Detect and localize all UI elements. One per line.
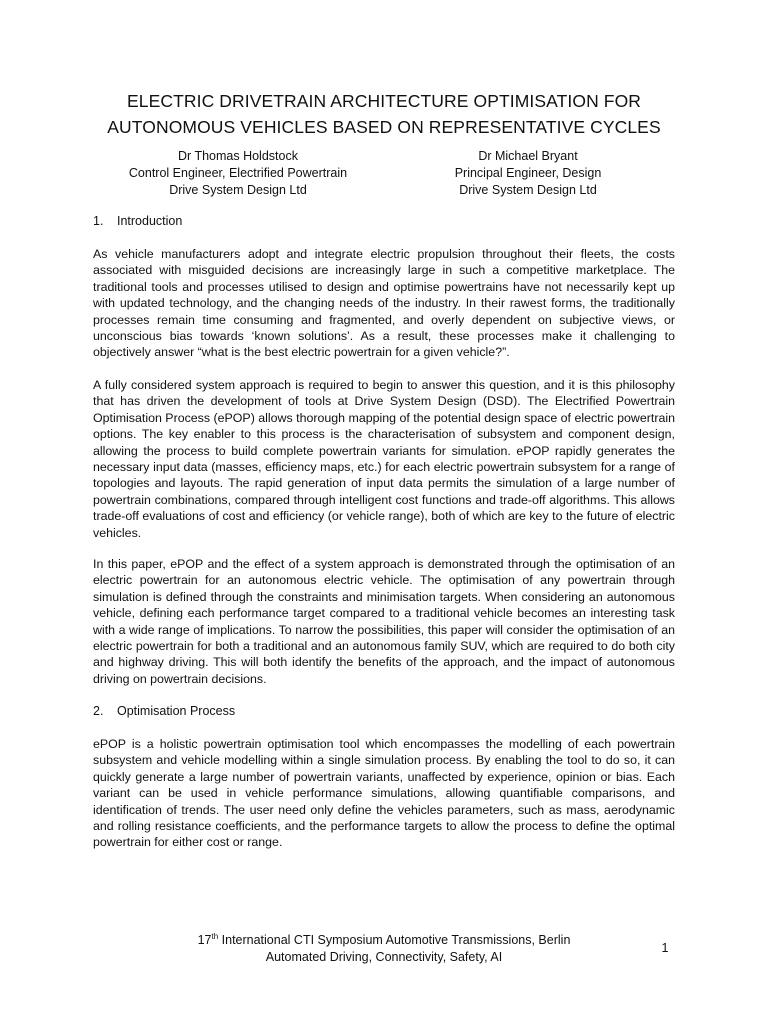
paragraph: ePOP is a holistic powertrain optimisation tool which encompasses the modelling of each powertrain subsystem and vehicle modelling within a single simulation process. By enabling the tool to do so, it can quickly generate a large number of powertrain variants, unaffected by experience, opinion or bias. Each variant can be used in vehicle performance simulations, allowing quantifiable comparisons, and identification of trends. The user need only define the vehicles parameters, such as mass, aerodynamic and rolling resistance coefficients, and the performance targets to allow the process to define the optimal powertrain for either cost or range. [93,737,675,850]
author-block-1 [108,148,368,199]
section-number: 1. [93,214,104,228]
author-name: Dr Thomas Holdstock [178,149,298,163]
title-line-1: ELECTRIC DRIVETRAIN ARCHITECTURE OPTIMISATION FOR [126,91,642,111]
page-number: 1 [661,941,669,955]
section-title: Introduction [117,214,183,228]
section-number: 2. [93,704,104,718]
paragraph: As vehicle manufacturers adopt and integrate electric propulsion throughout their fleets, the costs associated with misguided decisions are increasingly large in such a competitive marketplace. The traditional tools and processes utilised to design and optimise powertrains have not necessarily kept up with updated technology, and the changing needs of the industry. In their rawest forms, the traditionally processes remain time consuming and fragmented, and overly dependent on subjective views, or unconscious bias towards ‘known solutions’. As a result, these processes make it challenging to objectively answer “what is the best electric powertrain for a given vehicle?”. [93,247,675,360]
paragraph: A fully considered system approach is required to begin to answer this question, and it is this philosophy that has driven the development of tools at Drive System Design (DSD). The Electrified Powertrain Optimisation Process (ePOP) allows thorough mapping of the potential design space of electric powertrain options. The key enabler to this process is the characterisation of subsystem and component design, allowing the process to build complete powertrain variants for simulation. ePOP rapidly generates the necessary input data (masses, efficiency maps, etc.) for each electric powertrain subsystem for a range of topologies and layouts. The rapid generation of input data permits the simulation of a large number of powertrain combinations, compared through intelligent cost functions and trade-off algorithms. This allows trade-off evaluations of cost and efficiency (or vehicle range), both of which are key to the future of electric vehicles. [93,378,675,540]
title-line-2: AUTONOMOUS VEHICLES BASED ON REPRESENTATIVE CYCLES [107,117,661,137]
section-title: Optimisation Process [117,704,236,718]
paper-title [60,88,708,140]
page-footer [130,932,638,966]
footer-event-name: International CTI Symposium Automotive Transmissions, Berlin [218,933,571,947]
author-company: Drive System Design Ltd [169,183,307,197]
author-role: Principal Engineer, Design [454,166,602,180]
section-heading-optimisation-process [93,703,235,720]
author-name: Dr Michael Bryant [478,149,578,163]
author-block-2 [398,148,658,199]
footer-ordinal-suffix: th [211,931,219,941]
footer-line-1 [130,932,638,949]
footer-line-2: Automated Driving, Connectivity, Safety, AI [265,950,503,964]
section-heading-introduction [93,213,182,230]
author-role: Control Engineer, Electrified Powertrain [128,166,348,180]
footer-ordinal-number: 17 [197,933,212,947]
author-company: Drive System Design Ltd [459,183,597,197]
paragraph: In this paper, ePOP and the effect of a system approach is demonstrated through the optimisation of an electric powertrain for an autonomous electric vehicle. The optimisation of any powertrain through simulation is defined through the constraints and minimisation targets. When considering an autonomous vehicle, defining each performance target compared to a traditional vehicle becomes an interesting task with a wide range of implications. To narrow the possibilities, this paper will consider the optimisation of an electric powertrain for both a traditional and an autonomous family SUV, which are required to do both city and highway driving. This will both identify the benefits of the approach, and the impact of autonomous driving on powertrain decisions. [93,557,675,686]
